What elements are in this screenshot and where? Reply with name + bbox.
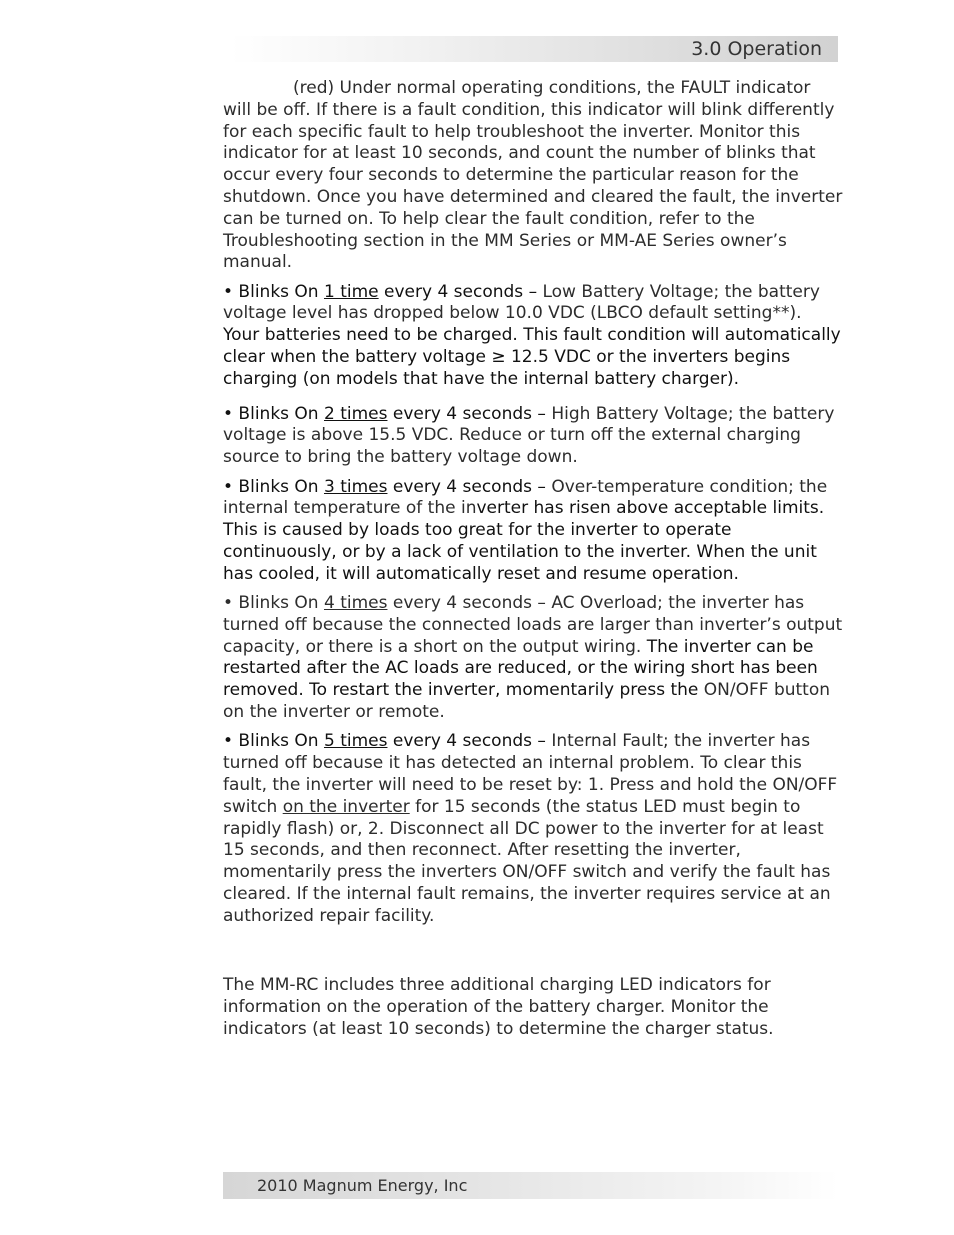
blink-interval: every 4 seconds – bbox=[387, 476, 552, 497]
fault-item-1-times bbox=[223, 282, 843, 391]
fault-description: Over-temperature condition; the internal temperature of the in bbox=[223, 476, 828, 519]
blink-count: 2 times bbox=[323, 403, 388, 424]
fault-resolution-end: ON/OFF button on the inverter or remote. bbox=[223, 680, 831, 723]
blink-interval: every 4 seconds – bbox=[387, 593, 552, 614]
blink-interval: every 4 seconds – bbox=[387, 731, 552, 752]
blink-count: 5 times bbox=[323, 731, 388, 752]
section-title: 3.0 Operation bbox=[691, 38, 822, 60]
fault-resolution: verter has risen above acceptable limits. This is caused by loads too great for the inverter to operate continuously, or by a lack of ventilation to the inverter. When the unit has cooled, it will automatically reset and resume operation. bbox=[223, 498, 825, 584]
fault-item-4-times bbox=[223, 593, 843, 724]
fault-description: High Battery Voltage; the battery voltage is above 15.5 VDC. Reduce or turn off the external charging source to bring the battery voltage down. bbox=[223, 403, 835, 468]
blink-count: 4 times bbox=[323, 593, 388, 614]
fault-description: Low Battery Voltage; the battery voltage level has dropped below 10.0 VDC (LBCO default setting**). bbox=[223, 281, 820, 324]
blink-count: 3 times bbox=[323, 476, 388, 497]
blink-prefix: • Blinks On bbox=[223, 476, 324, 497]
fault-item-5-times bbox=[223, 731, 843, 927]
blink-count: 1 time bbox=[323, 281, 379, 302]
fault-description-continued: for 15 seconds (the status LED must begin to rapidly flash) or, 2. Disconnect all DC power to the inverter for at least 15 seconds, and then reconnect. After resetting the inverter, momentarily press the inverters ON/OFF switch and verify the fault has cleared. If the internal fault remains, the inverter requires service at an authorized repair facility. bbox=[223, 796, 831, 926]
fault-resolution: The inverter can be restarted after the AC loads are reduced, or the wiring short has been removed. To restart the inverter, momentarily press the bbox=[223, 636, 818, 701]
footer-copyright: 2010 Magnum Energy, Inc bbox=[257, 1176, 468, 1195]
fault-item-2-times bbox=[223, 404, 843, 469]
fault-item-3-times bbox=[223, 477, 843, 586]
fault-resolution: Your batteries need to be charged. This fault condition will automatically clear when the battery voltage ≥ 12.5 VDC or the inverters begins charging (on models that have the internal battery charger). bbox=[223, 325, 841, 389]
blink-prefix: • Blinks On bbox=[223, 593, 324, 614]
blink-prefix: • Blinks On bbox=[223, 281, 324, 302]
blink-prefix: • Blinks On bbox=[223, 731, 324, 752]
charging-indicators-paragraph: The MM-RC includes three additional charging LED indicators for information on the operation of the battery charger. Monitor the indicators (at least 10 seconds) to determine the charger status. bbox=[223, 974, 774, 1039]
blink-prefix: • Blinks On bbox=[223, 403, 324, 424]
blink-interval: every 4 seconds – bbox=[387, 403, 552, 424]
page-header bbox=[230, 36, 838, 62]
page-footer bbox=[223, 1172, 838, 1199]
fault-intro-paragraph: (red) Under normal operating conditions, the FAULT indicator will be off. If there is a fault condition, this indicator will blink differently for each specific fault to help troubleshoot the inverter. Monitor this indicator for at least 10 seconds, and count the number of blinks that occur every four seconds to determine the particular reason for the shutdown. Once you have determined and cleared the fault, the inverter can be turned on. To help clear the fault condition, refer to the Troubleshooting section in the MM Series or MM-AE Series owner’s manual. bbox=[223, 78, 843, 273]
fault-description: AC Overload; the inverter has turned off because the connected loads are larger than inverter’s output capacity, or there is a short on the output wiring. bbox=[223, 593, 843, 657]
fault-description: Internal Fault; the inverter has turned off because it has detected an internal problem. To clear this fault, the inverter will need to be reset by: 1. Press and hold the ON/OFF switch bbox=[223, 731, 838, 817]
section-spacer bbox=[223, 935, 843, 975]
underlined-phrase: on the inverter bbox=[282, 796, 410, 817]
blink-interval: every 4 seconds – bbox=[378, 281, 543, 302]
main-content bbox=[223, 78, 843, 1048]
